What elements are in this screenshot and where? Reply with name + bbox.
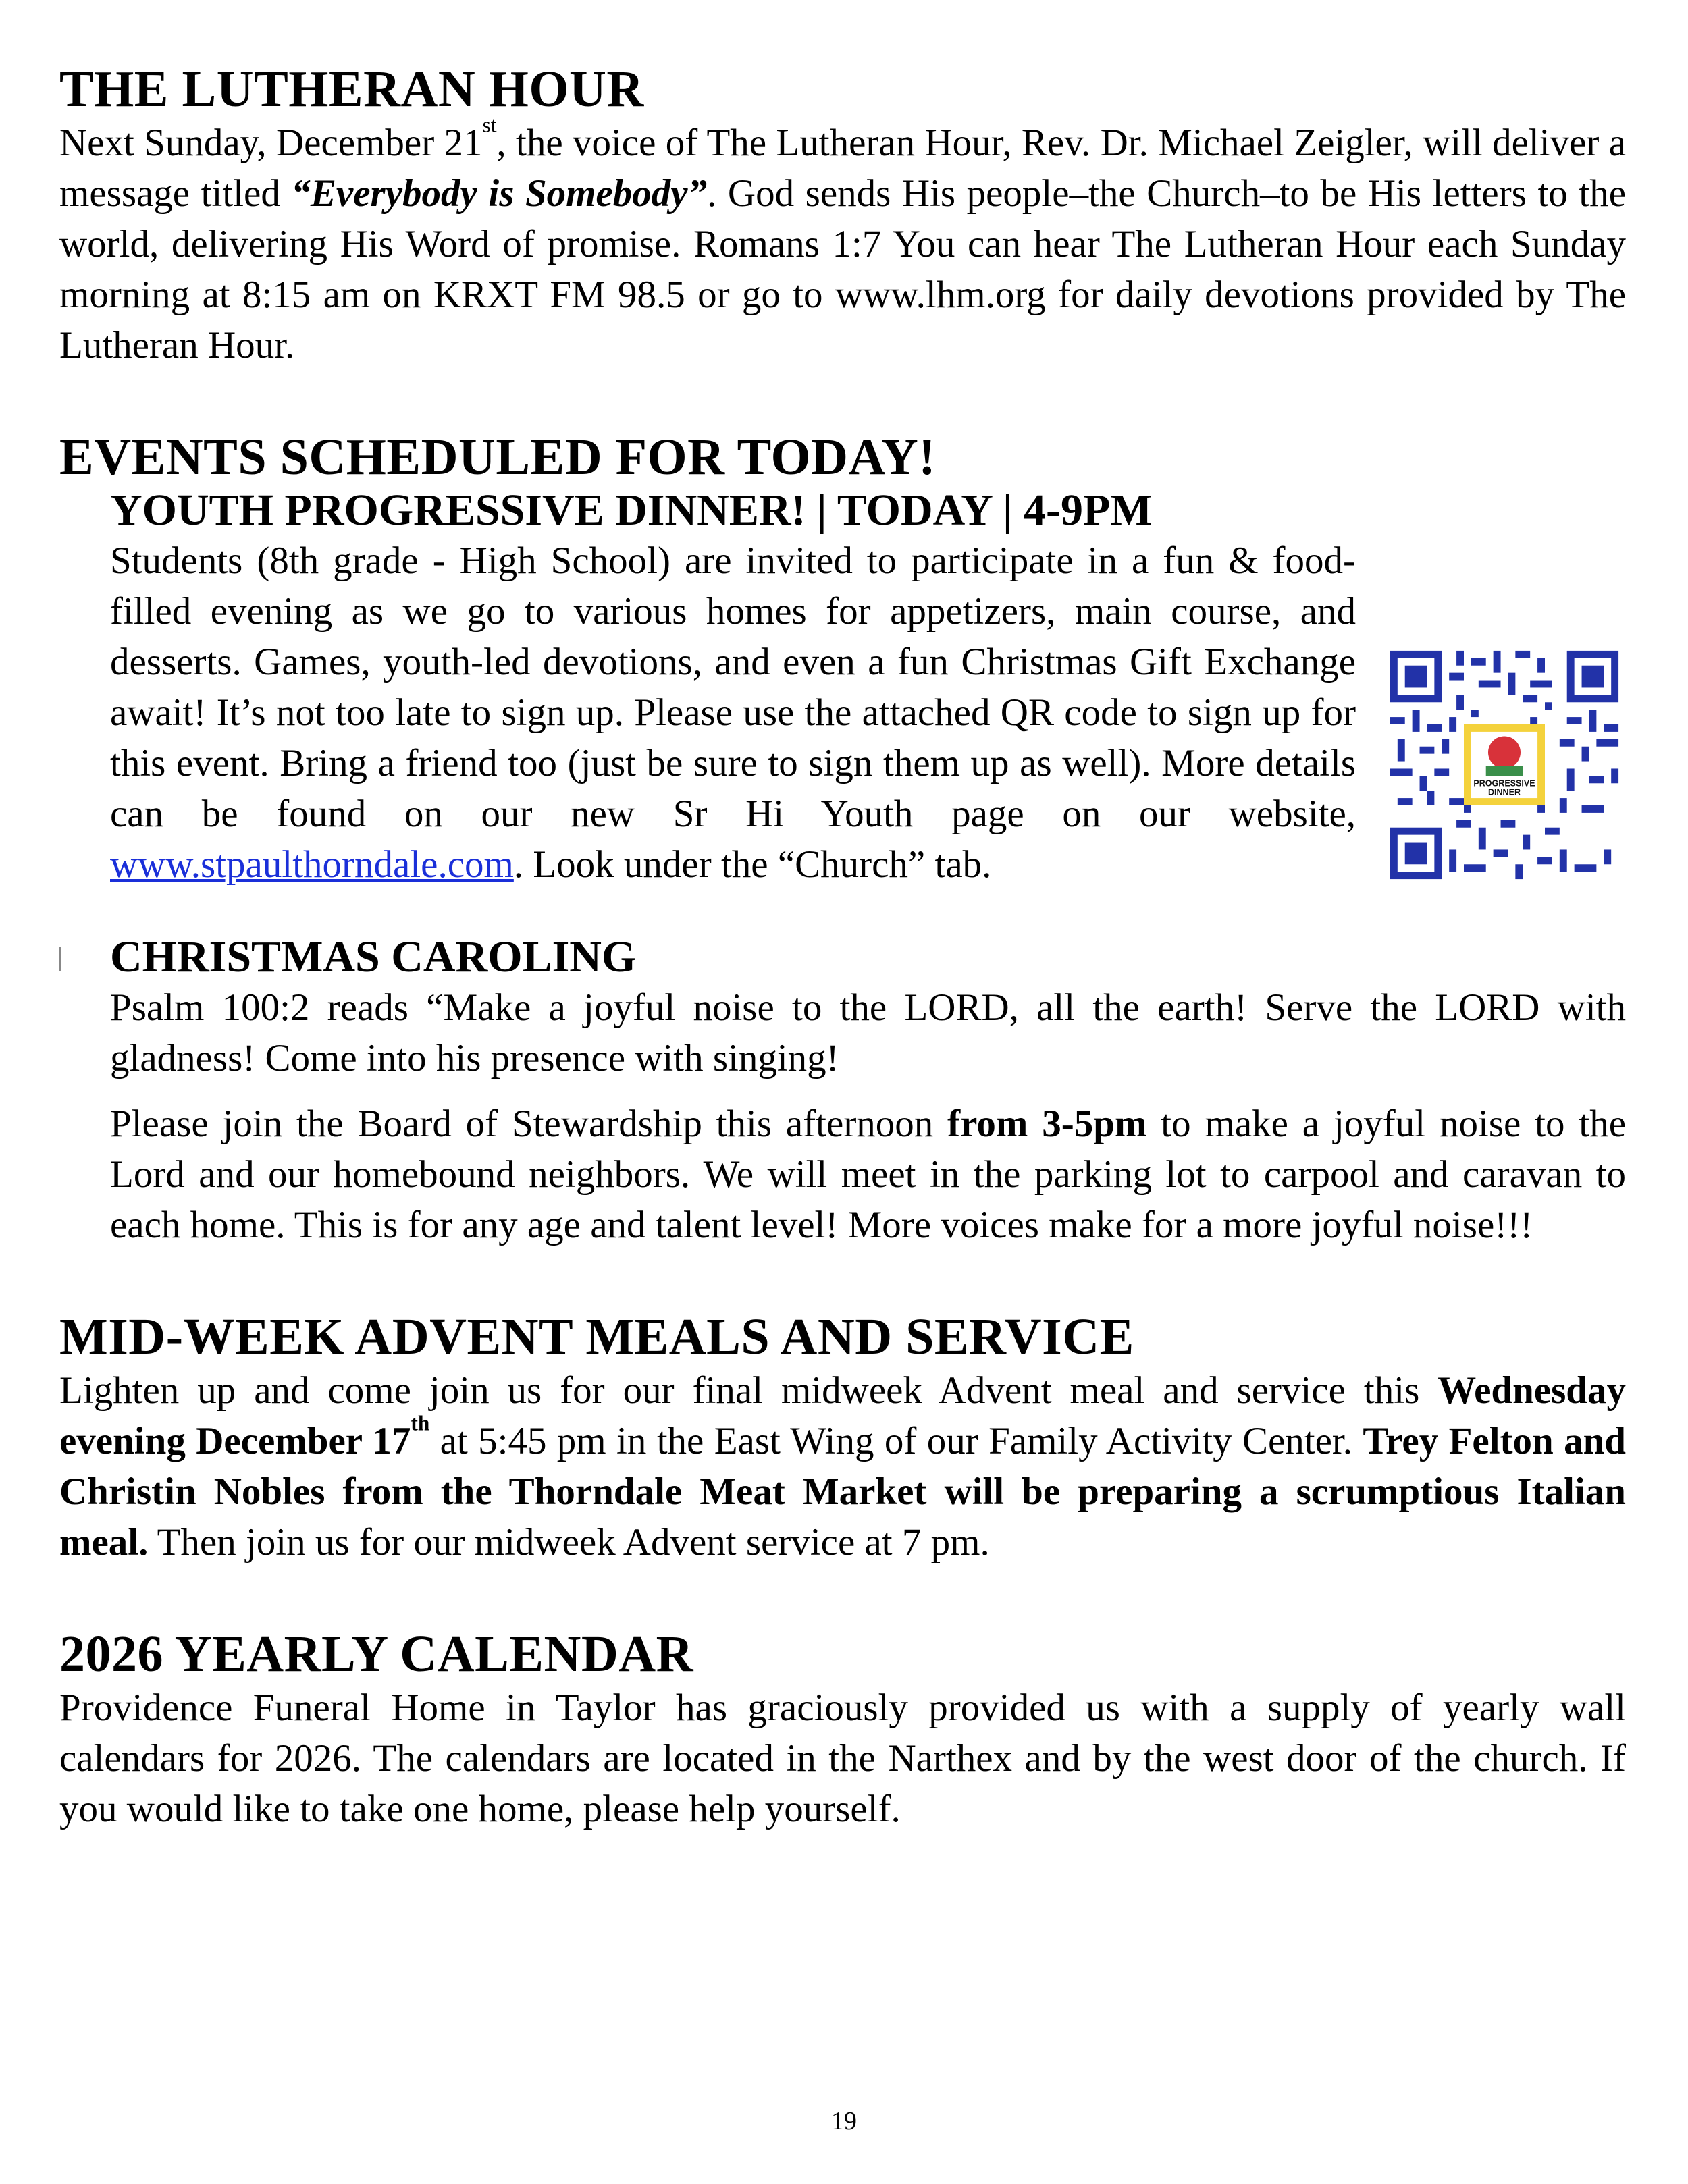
lutheran-hour-text: Next Sunday, December 21st, the voice of The Lutheran Hour, Rev. Dr. Michael Zeigler, will deliver a message titled “Everybody is Somebody”. God sends His people–the Church–to be His letters to the world, delivering His Word of promise. Romans 1:7 You can hear The Lutheran Hour each Sunday morning at 8:15 am on KRXT FM 98.5 or go to www.lhm.org for daily devotions provided by The Lutheran Hour. — [59, 113, 1626, 367]
advent-meal-note: Trey Felton and Christin Nobles from the Thorndale Meat Market will be preparing a scrumptious Italian meal. — [59, 1420, 1626, 1564]
calendar-section — [59, 1626, 1626, 1834]
caroling-details-text: Please join the Board of Stewardship this afternoon from 3-5pm to make a joyful noise to the Lord and our homebound neighbors. We will meet in the parking lot to carpool and caravan to each home. This is for any age and talent level! More voices make for a more joyful noise!!! — [110, 1102, 1626, 1246]
caroling-block — [110, 932, 1626, 1250]
message-title: “Everybody is Somebody” — [291, 172, 708, 215]
qr-code-image[interactable] — [1383, 643, 1626, 886]
events-section — [59, 429, 1626, 1250]
advent-heading: MID-WEEK ADVENT MEALS AND SERVICE — [59, 1308, 1134, 1365]
events-heading: EVENTS SCHEDULED FOR TODAY! — [59, 429, 937, 485]
youth-dinner-text: PROGRESSIVE DINNER Students (8th grade - High School) are invited to participate in a fun & food-filled evening as we go to various homes for appetizers, main course, and desserts. Games, youth-led devotions, and even a fun Christmas Gift Exchange await! It’s not too late to sign up. Please use the attached QR code to sign up for this event. Bring a friend too (just be sure to sign them up as well). More details can be found on our new Sr Hi Youth page on our website, www.stpaulthorndale.com. Look under the “Church” tab. — [110, 535, 1626, 890]
bulletin-page — [59, 61, 1626, 1892]
lutheran-hour-heading: THE LUTHERAN HOUR — [59, 61, 644, 117]
youth-dinner-block — [110, 485, 1626, 892]
advent-text: Lighten up and come join us for our final midweek Advent meal and service this Wednesday evening December 17th at 5:45 pm in the East Wing of our Family Activity Center. Trey Felton and Christin Nobles from the Thorndale Meat Market will be preparing a scrumptious Italian meal. Then join us for our midweek Advent service at 7 pm. — [59, 1369, 1626, 1564]
svg-text:DINNER: DINNER — [1487, 787, 1521, 797]
caroling-heading: CHRISTMAS CAROLING — [110, 932, 637, 982]
caroling-time: from 3-5pm — [947, 1102, 1147, 1145]
svg-text:PROGRESSIVE: PROGRESSIVE — [1473, 778, 1535, 789]
website-link[interactable]: www.stpaulthorndale.com — [110, 843, 514, 886]
page-number: 19 — [831, 2107, 857, 2135]
advent-date: Wednesday evening December 17th — [59, 1369, 1626, 1462]
youth-dinner-heading: YOUTH PROGRESSIVE DINNER! | TODAY | 4-9PM — [110, 485, 1153, 535]
advent-section — [59, 1308, 1626, 1568]
calendar-heading: 2026 YEARLY CALENDAR — [59, 1626, 693, 1682]
calendar-text: Providence Funeral Home in Taylor has graciously provided us with a supply of yearly wall calendars for 2026. The calendars are located in the Narthex and by the west door of the church. If you would like to take one home, please help yourself. — [59, 1686, 1626, 1830]
caroling-psalm-text: Psalm 100:2 reads “Make a joyful noise to the LORD, all the earth! Serve the LORD with gladness! Come into his presence with singing! — [110, 986, 1626, 1080]
lutheran-hour-section — [59, 61, 1626, 371]
